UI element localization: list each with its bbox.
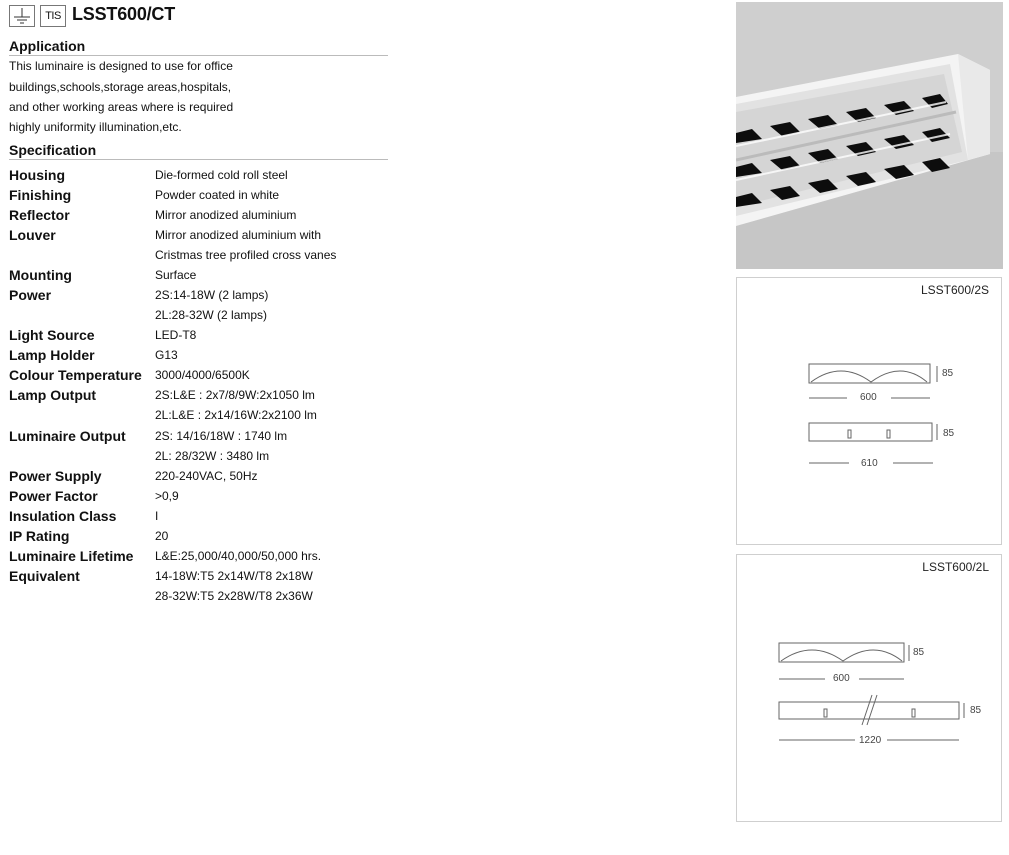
application-line: This luminaire is designed to use for office	[9, 59, 233, 73]
spec-value-housing: Die-formed cold roll steel	[155, 168, 288, 182]
tis-label: TIS	[45, 10, 61, 22]
spec-value-insulation-class: I	[155, 509, 159, 523]
application-line: buildings,schools,storage areas,hospitals,	[9, 80, 232, 94]
spec-value-mounting: Surface	[155, 268, 197, 282]
spec-label-colour-temperature: Colour Temperature	[9, 367, 142, 383]
application-heading: Application	[9, 38, 388, 56]
spec-value-luminaire-output: 2L: 28/32W : 3480 lm	[155, 449, 270, 463]
spec-value-power: 2S:14-18W (2 lamps)	[155, 288, 269, 302]
spec-value-luminaire-lifetime: L&E:25,000/40,000/50,000 hrs.	[155, 549, 322, 563]
product-title: LSST600/CT	[72, 4, 176, 24]
spec-label-power: Power	[9, 287, 52, 303]
spec-value-ip-rating: 20	[155, 529, 169, 543]
spec-value-light-source: LED-T8	[155, 328, 197, 342]
dim-height-side-2s: 85	[943, 428, 955, 439]
spec-value-equivalent: 28-32W:T5 2x28W/T8 2x36W	[155, 589, 313, 603]
spec-value-power-supply: 220-240VAC, 50Hz	[155, 469, 258, 483]
spec-value-colour-temperature: 3000/4000/6500K	[155, 368, 250, 382]
spec-value-lamp-holder: G13	[155, 348, 178, 362]
dim-height-top-2s: 85	[942, 368, 954, 379]
spec-label-mounting: Mounting	[9, 267, 72, 283]
dimension-drawing-2s	[736, 277, 1002, 545]
spec-label-ip-rating: IP Rating	[9, 528, 70, 544]
spec-value-power: 2L:28-32W (2 lamps)	[155, 308, 268, 322]
application-line: and other working areas where is required	[9, 100, 234, 114]
drawing-title-2s: LSST600/2S	[920, 283, 989, 297]
application-line: highly uniformity illumination,etc.	[9, 120, 182, 134]
dim-width-side-2l: 1220	[859, 735, 882, 746]
spec-label-lamp-output: Lamp Output	[9, 387, 97, 403]
spec-label-insulation-class: Insulation Class	[9, 508, 117, 524]
spec-label-light-source: Light Source	[9, 327, 95, 343]
dimension-drawing-2l	[736, 554, 1002, 822]
dim-height-top-2l: 85	[913, 647, 925, 658]
spec-value-lamp-output: 2L:L&E : 2x14/16W:2x2100 lm	[155, 408, 317, 422]
dim-width-top-2l: 600	[833, 673, 850, 684]
product-photo	[736, 2, 1003, 269]
spec-value-power-factor: >0,9	[155, 489, 179, 503]
spec-value-reflector: Mirror anodized aluminium	[155, 208, 297, 222]
spec-label-lamp-holder: Lamp Holder	[9, 347, 95, 363]
specification-heading: Specification	[9, 142, 388, 160]
spec-label-housing: Housing	[9, 167, 65, 183]
tis-mark-icon	[40, 5, 66, 27]
ground-symbol-icon	[9, 5, 35, 27]
spec-value-finishing: Powder coated in white	[155, 188, 280, 202]
spec-value-lamp-output: 2S:L&E : 2x7/8/9W:2x1050 lm	[155, 388, 315, 402]
spec-label-louver: Louver	[9, 227, 56, 243]
spec-label-finishing: Finishing	[9, 187, 72, 203]
spec-label-power-supply: Power Supply	[9, 468, 102, 484]
dim-height-side-2l: 85	[970, 705, 982, 716]
spec-label-equivalent: Equivalent	[9, 568, 80, 584]
spec-label-power-factor: Power Factor	[9, 488, 98, 504]
spec-label-reflector: Reflector	[9, 207, 70, 223]
dim-width-top-2s: 600	[860, 392, 877, 403]
spec-label-luminaire-output: Luminaire Output	[9, 428, 126, 444]
spec-value-louver: Cristmas tree profiled cross vanes	[155, 248, 337, 262]
spec-value-louver: Mirror anodized aluminium with	[155, 228, 322, 242]
dim-width-side-2s: 610	[861, 458, 878, 469]
spec-value-equivalent: 14-18W:T5 2x14W/T8 2x18W	[155, 569, 313, 583]
spec-value-luminaire-output: 2S: 14/16/18W : 1740 lm	[155, 429, 288, 443]
drawing-title-2l: LSST600/2L	[922, 560, 989, 574]
spec-label-luminaire-lifetime: Luminaire Lifetime	[9, 548, 134, 564]
